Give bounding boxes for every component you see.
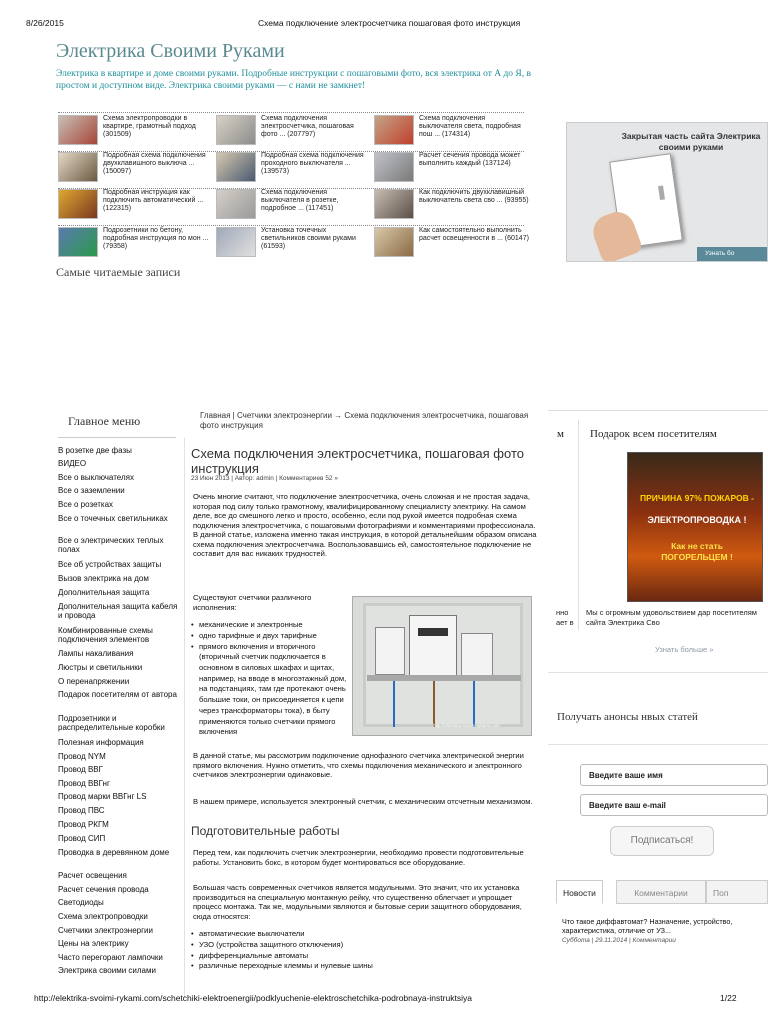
popular-post-item[interactable] [58, 152, 214, 190]
breaker-image [461, 633, 493, 677]
menu-item[interactable]: Расчет сечения провода [58, 885, 149, 894]
popular-post-link[interactable]: Схема подключения выключателя света, подробная пош ... (174314) [419, 115, 521, 138]
menu-item[interactable]: Дополнительная защита кабеля и провода [58, 602, 178, 620]
popular-post-link[interactable]: Схема подключения электросчетчика, пошаговая фото ... (207797) [261, 115, 354, 138]
gift-widget-title: Подарок всем посетителям [590, 428, 717, 440]
popular-post-item[interactable] [216, 115, 372, 153]
tab-news[interactable]: Новости [556, 880, 603, 904]
book-title-line: Как не стать ПОГОРЕЛЬЦЕМ ! [661, 541, 733, 562]
menu-item[interactable]: Все о точечных светильниках [58, 514, 168, 523]
print-url: http://elektrika-svoimi-rykami.com/schetchiki-elektroenergii/podklyuchenie-elektroschetchika-podrobnaya-instruktsiya [34, 993, 472, 1003]
print-page-number: 1/22 [720, 993, 737, 1003]
tab-comments[interactable]: Комментарии [616, 880, 706, 904]
menu-item[interactable]: Люстры и светильники [58, 663, 143, 672]
popular-post-item[interactable] [216, 227, 372, 265]
clipped-widget-title: м [557, 428, 564, 440]
post-paragraph: Перед тем, как подключить счетчик электроэнергии, необходимо провести подготовительные работы. Установить бокс, в котором будет монтироваться все оборудование. [193, 848, 524, 867]
section-heading: Подготовительные работы [191, 824, 340, 838]
popular-post-item[interactable] [216, 152, 372, 190]
popular-post-item[interactable] [374, 152, 530, 190]
menu-item[interactable]: Расчет освещения [58, 871, 127, 880]
list-item: • автоматические выключатели [191, 929, 491, 940]
menu-item[interactable]: Дополнительная защита [58, 588, 150, 597]
meter-types-intro: Существуют счетчики различного исполнения: [193, 593, 312, 612]
post-paragraph: Большая часть современных счетчиков является модульными. Это значит, что их установка производиться на специальную монтажную рейку, что существенно облегчает и упрощает процесс монтажа. Так же, модульными являются и бытовые серии защитного оборудования, сюда относятся: [193, 883, 522, 921]
tab-popular[interactable]: Поп [706, 880, 768, 904]
popular-post-item[interactable] [58, 227, 214, 265]
list-item: • УЗО (устройства защитного отключения) [191, 940, 491, 951]
menu-title: Главное меню [68, 414, 141, 428]
popular-post-link[interactable]: Подробная инструкция как подключить автоматический ... (122315) [103, 189, 204, 212]
menu-item[interactable]: Провод марки ВВГнг LS [58, 792, 147, 801]
popular-post-item[interactable] [58, 189, 214, 227]
menu-item[interactable]: Провод ПВС [58, 806, 105, 815]
menu-item[interactable]: Проводка в деревянном доме [58, 848, 170, 857]
popular-post-link[interactable]: Подрозетники по бетону, подробная инструкция по мон ... (79358) [103, 227, 209, 250]
menu-item[interactable]: Все о выключателях [58, 473, 134, 482]
post-thumbnail[interactable] [216, 227, 256, 257]
menu-item[interactable]: Все о розетках [58, 500, 114, 509]
site-title[interactable]: Электрика Своими Руками [56, 40, 285, 62]
gift-book-cover[interactable] [627, 452, 763, 602]
menu-item[interactable]: В розетке две фазы [58, 446, 132, 455]
post-thumbnail[interactable] [374, 152, 414, 182]
learn-more-link[interactable]: Узнать больше » [655, 645, 714, 654]
post-thumbnail[interactable] [216, 189, 256, 219]
post-thumbnail[interactable] [58, 152, 98, 182]
menu-item[interactable]: Цены на электрику [58, 939, 129, 948]
members-area-banner[interactable] [566, 122, 768, 262]
post-thumbnail[interactable] [58, 115, 98, 145]
post-thumbnail[interactable] [374, 189, 414, 219]
clipped-text: нно ает в [556, 608, 574, 627]
menu-item[interactable]: Провод ВВГ [58, 765, 103, 774]
list-item: • одно тарифные и двух тарифные [191, 631, 353, 642]
menu-item[interactable]: Схема электропроводки [58, 912, 148, 921]
menu-item[interactable]: Светодиоды [58, 898, 104, 907]
popular-post-item[interactable] [374, 227, 530, 265]
popular-post-item[interactable] [58, 115, 214, 153]
menu-item[interactable]: Комбинированные схемы подключения элементов [58, 626, 153, 644]
menu-item[interactable]: Все о заземлении [58, 486, 125, 495]
popular-post-link[interactable]: Подробная схема подключения двухклавишного выключа ... (150097) [103, 152, 206, 175]
menu-item[interactable]: Провод СИП [58, 834, 106, 843]
popular-post-link[interactable]: Как самостоятельно выполнить расчет освещенности в ... (60147) [419, 227, 529, 242]
list-item: • различные переходные клеммы и нулевые шины [191, 961, 491, 972]
menu-item[interactable]: Подрозетники и распределительные коробки [58, 714, 165, 732]
menu-item[interactable]: Полезная информация [58, 738, 144, 747]
menu-item[interactable]: Провод NYM [58, 752, 106, 761]
learn-more-button[interactable]: Узнать бо [697, 247, 768, 261]
subscribe-button[interactable]: Подписаться! [610, 826, 714, 856]
popular-post-link[interactable]: Подробная схема подключения проходного выключателя ... (139573) [261, 152, 364, 175]
menu-item[interactable]: Часто перегорают лампочки [58, 953, 163, 962]
most-read-heading: Самые читаемые записи [56, 265, 181, 279]
post-meta: 23 Июн 2013 | Автор: admin | Комментариев 52 » [191, 475, 338, 482]
list-item: • прямого включения и вторичного (вторичный счетчик подключается в основном в силовых шкафах и щитах, например, на вводе в многоэтажный дом, на подстанциях, там где протекают очень большие токи, он присоединяется к цепи через трансформаторы тока), в быту применяются только счетчики прямого включения [191, 642, 353, 738]
menu-item[interactable]: Лампы накаливания [58, 649, 134, 658]
post-intro: Очень многие считают, что подключение электросчетчика, очень сложная и не простая задача, которая под силу только грамотному, квалифицированному специалисту электрику. На самом деле, все до смешного легко и просто, особенно, если под рукой имеется подробная схема подключения электросчетчика, с пошаговыми фотографиями и комментариями профессионала. В данной статье, изложена именно такая инструкция, в которой детальнейшим образом описана схема подключения электросчетчика. Воспользовавшись ей, самостоятельное подключение не составит для вас никаких трудностей. [193, 492, 537, 558]
print-date: 8/26/2015 [26, 18, 64, 28]
menu-item[interactable]: Все о электрических теплых полах [58, 536, 164, 554]
divider [58, 112, 524, 113]
popular-post-link[interactable]: Схема подключения выключателя в розетке, подробное ... (117451) [261, 189, 339, 212]
list-item: • дифференциальные автоматы [191, 951, 491, 962]
gift-text: Мы с огромным удовольствием дар посетителям сайта Электрика Сво [586, 608, 757, 627]
menu-item[interactable]: О перенапряжении [58, 677, 130, 686]
post-paragraph: В данной статье, мы рассмотрим подключение однофазного счетчика электрической энергии прямого включения. Нужно отметить, что схемы подключения механического и электронного счетчиков электроэнергии одинаковые. [193, 751, 524, 779]
post-thumbnail[interactable] [374, 227, 414, 257]
photo-watermark: http://elektrika-svoimi-rykami.com [433, 723, 500, 728]
meter-photo [352, 596, 532, 736]
popular-post-item[interactable] [374, 189, 530, 227]
book-title-line: ПРИЧИНА 97% ПОЖАРОВ - [640, 493, 754, 503]
electric-meter-image [409, 615, 457, 679]
print-title: Схема подключение электросчетчика пошаговая фото инструкция [258, 18, 521, 28]
post-thumbnail[interactable] [58, 227, 98, 257]
name-input[interactable]: Введите ваше имя [580, 764, 768, 786]
news-item-meta: Суббота | 29.11.2014 | Комментарии [562, 937, 676, 944]
menu-item[interactable]: Подарок посетителям от автора [58, 690, 177, 699]
post-thumbnail[interactable] [58, 189, 98, 219]
menu-item[interactable]: Счетчики электроэнергии [58, 926, 153, 935]
post-title: Схема подключения электросчетчика, пошаговая фото инструкция [191, 446, 524, 476]
post-thumbnail[interactable] [216, 115, 256, 145]
banner-caption: Закрытая часть сайта Электрика своими руками [621, 131, 761, 152]
news-item-title[interactable]: Что такое диффавтомат? Назначение, устройство, характеристика, отличие от УЗ... [562, 917, 733, 935]
menu-item[interactable]: ВИДЕО [58, 459, 87, 468]
subscribe-title: Получать анонсы нвых статей [557, 711, 698, 723]
email-input[interactable]: Введите ваш e-mail [580, 794, 768, 816]
popular-post-link[interactable]: Установка точечных светильников своими руками (61593) [261, 227, 356, 250]
breadcrumb[interactable]: Главная | Счетчики электроэнергии → Схема подключения электросчетчика, пошаговая фото инструкция [200, 411, 529, 430]
post-thumbnail[interactable] [216, 152, 256, 182]
list-item: • механические и электронные [191, 620, 353, 631]
popular-post-link[interactable]: Расчет сечения провода может выполнить каждый (137124) [419, 152, 521, 167]
popular-post-item[interactable] [216, 189, 372, 227]
book-title-line: ЭЛЕКТРОПРОВОДКА ! [647, 515, 747, 525]
post-paragraph: В нашем примере, используется электронный счетчик, с механическим отсчетным механизмом. [193, 797, 533, 806]
menu-item[interactable]: Электрика своими силами [58, 966, 156, 975]
menu-item[interactable]: Провод РКГМ [58, 820, 109, 829]
menu-item[interactable]: Вызов электрика на дом [58, 574, 149, 583]
popular-post-link[interactable]: Схема электропроводки в квартире, грамотный подход (301509) [103, 115, 196, 138]
menu-item[interactable]: Все об устройствах защиты [58, 560, 162, 569]
menu-item[interactable]: Провод ВВГнг [58, 779, 110, 788]
post-thumbnail[interactable] [374, 115, 414, 145]
meter-types-list [191, 620, 353, 738]
din-rail-image [367, 675, 521, 681]
popular-post-item[interactable] [374, 115, 530, 153]
breaker-image [375, 627, 405, 675]
equipment-list [191, 929, 491, 972]
site-tagline: Электрика в квартире и доме своими руками. Подробные инструкции с пошаговыми фото, вся электрика от А до Я, в простом и доступном виде. Электрика своими руками — с нами не замкнет! [56, 69, 531, 91]
popular-post-link[interactable]: Как подключить двухклавишный выключатель света сво ... (93955) [419, 189, 529, 204]
